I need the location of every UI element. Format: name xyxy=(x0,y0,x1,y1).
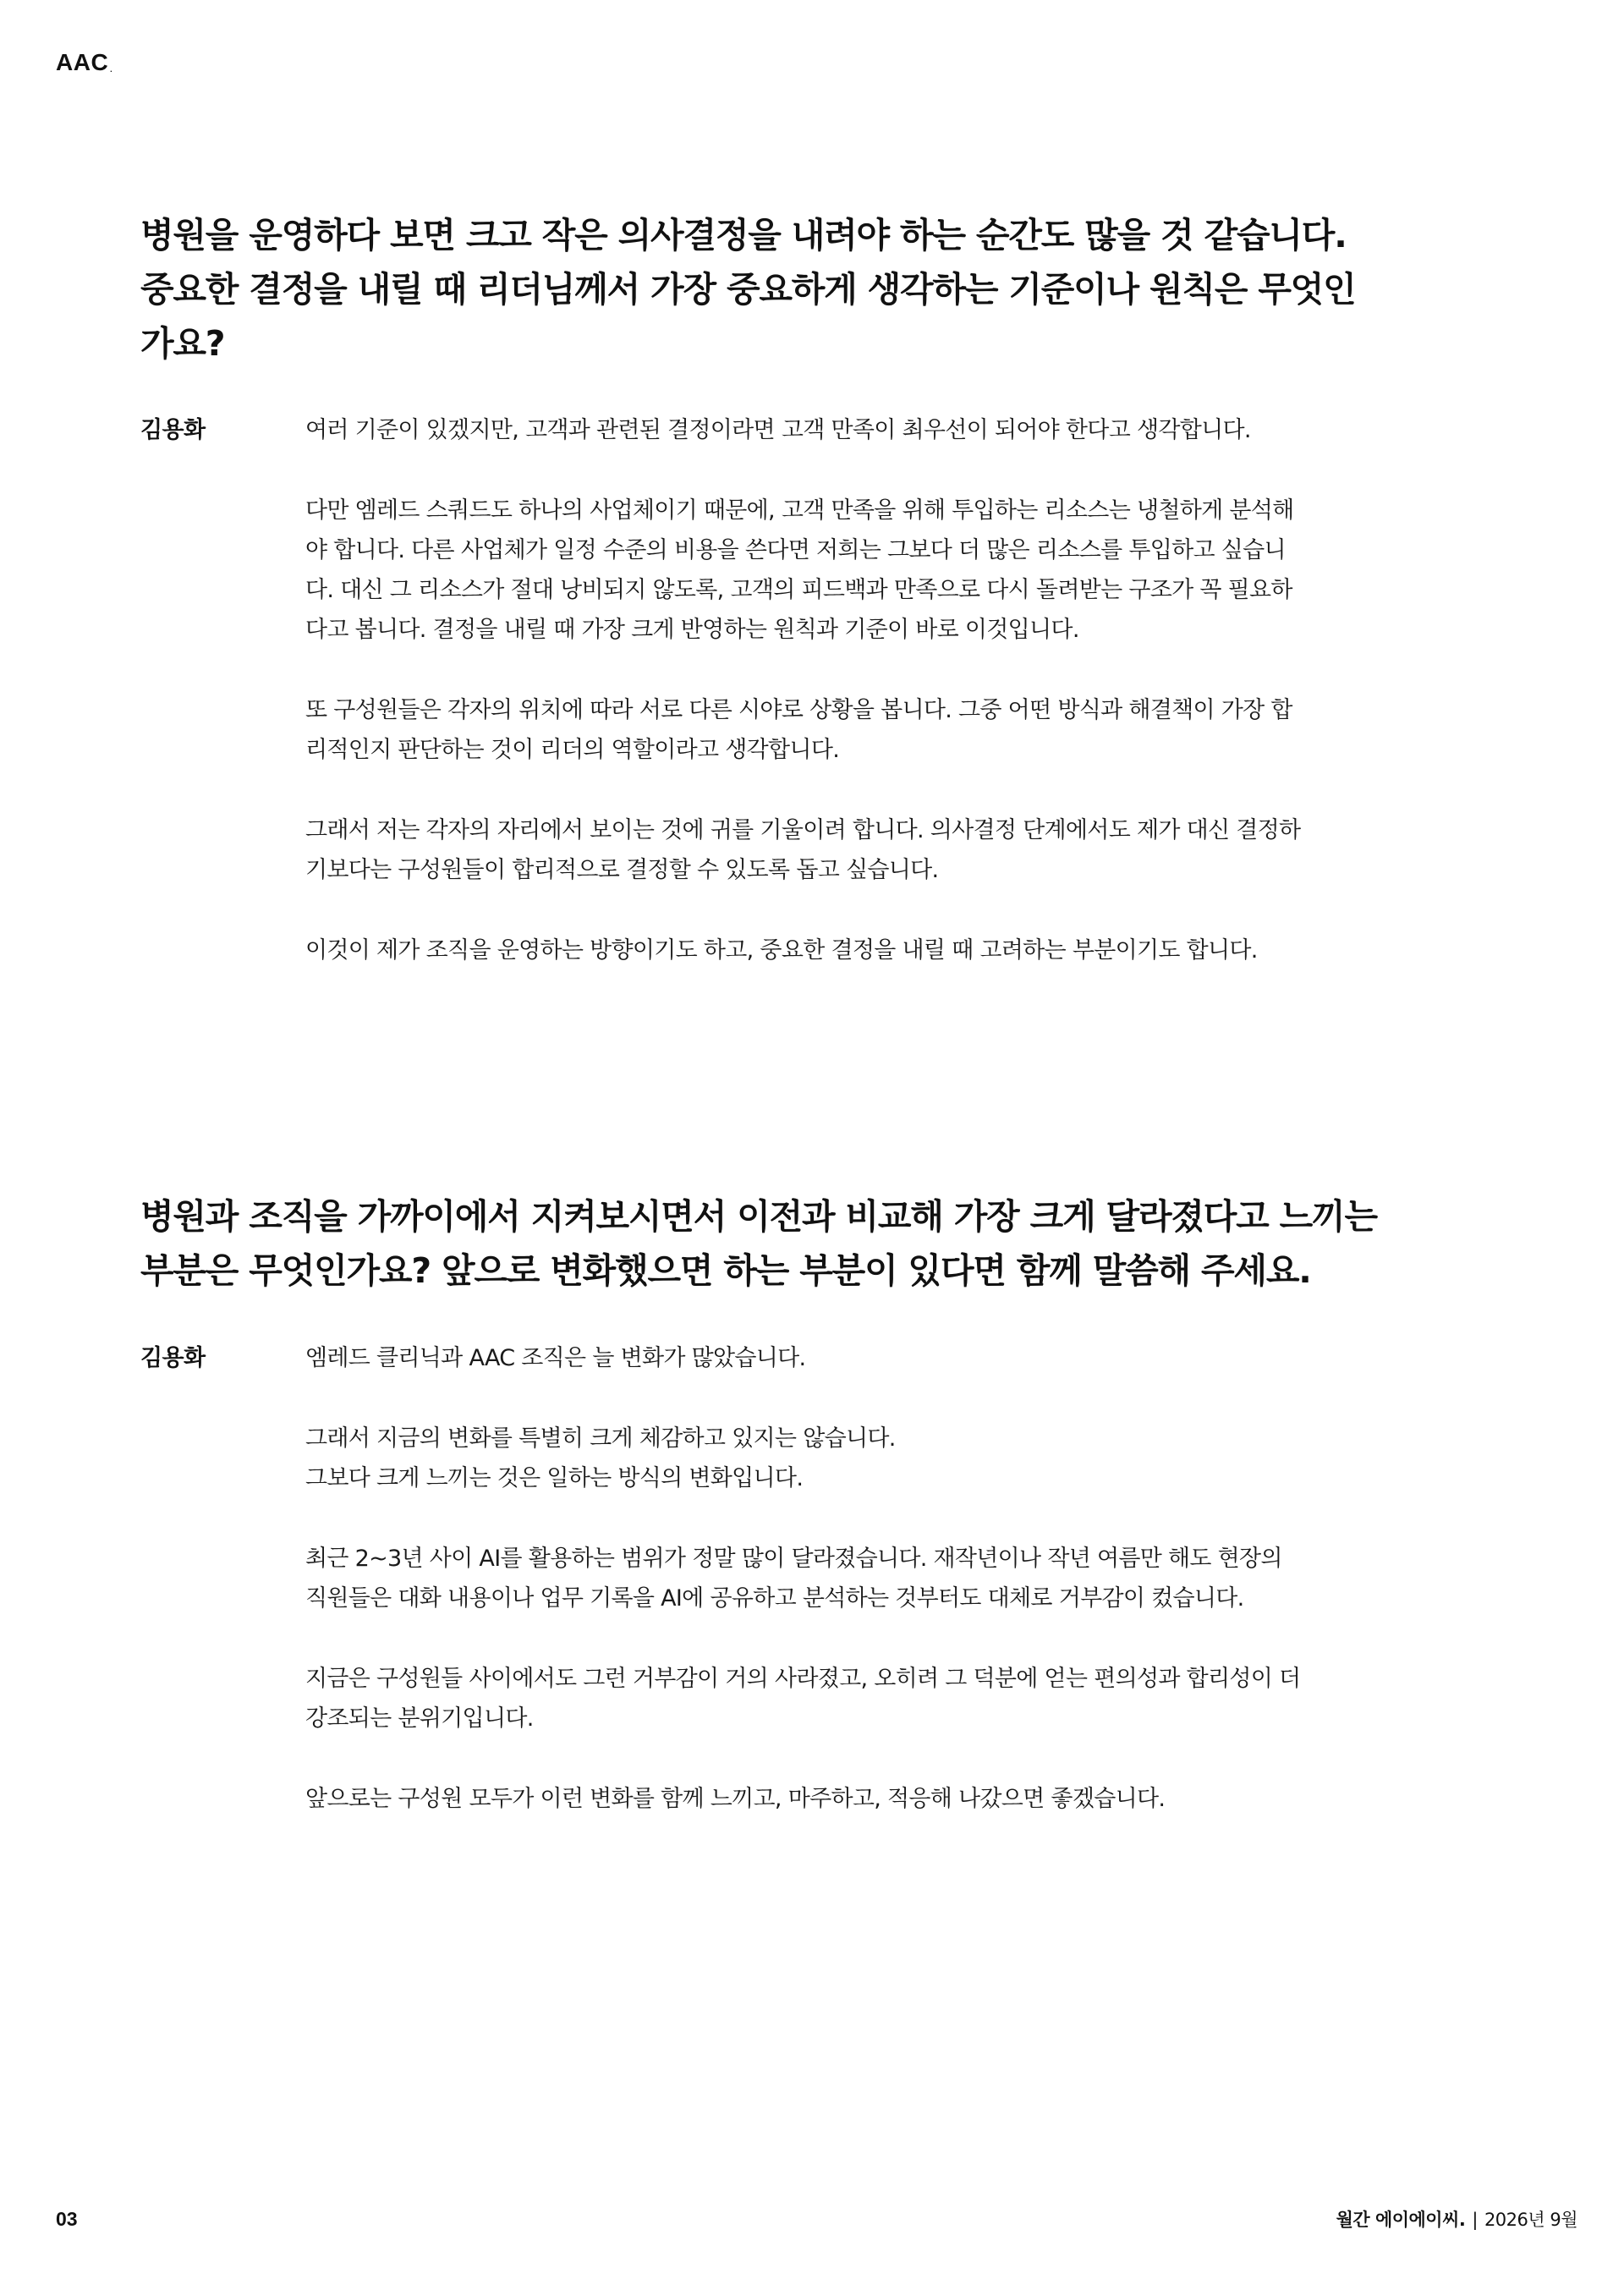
question-line: 가요? xyxy=(140,323,225,364)
text-line: 리적인지 판단하는 것이 리더의 역할이라고 생각합니다. xyxy=(305,737,840,763)
text-line: 강조되는 분위기입니다. xyxy=(305,1705,534,1732)
answer-paragraph xyxy=(305,690,1473,770)
question-line: 부분은 무엇인가요? 앞으로 변화했으면 하는 부분이 있다면 함께 말씀해 주세요. xyxy=(140,1250,1311,1291)
answer-block xyxy=(140,410,1578,970)
text-line: 최근 2~3년 사이 AI를 활용하는 범위가 정말 많이 달라졌습니다. 재작년이나 작년 여름만 해도 현장의 xyxy=(305,1546,1282,1572)
answer-paragraph xyxy=(305,1338,1473,1378)
page-number: 03 xyxy=(56,2208,78,2230)
answer-paragraph xyxy=(305,1419,1473,1498)
interview-section-2 xyxy=(140,1189,1578,1819)
logo-mark: . xyxy=(110,65,113,74)
text-line: 또 구성원들은 각자의 위치에 따라 서로 다른 시야로 상황을 봅니다. 그중 어떤 방식과 해결책이 가장 합 xyxy=(305,697,1292,723)
magazine-name: 월간 에이에이씨. xyxy=(1336,2210,1466,2230)
question-line: 중요한 결정을 내릴 때 리더님께서 가장 중요하게 생각하는 기준이나 원칙은 무엇인 xyxy=(140,269,1356,310)
question-heading xyxy=(140,208,1578,371)
text-line: 여러 기준이 있겠지만, 고객과 관련된 결정이라면 고객 만족이 최우선이 되어야 한다고 생각합니다. xyxy=(305,417,1251,443)
text-line: 그래서 지금의 변화를 특별히 크게 체감하고 있지는 않습니다. xyxy=(305,1425,896,1452)
text-line: 이것이 제가 조직을 운영하는 방향이기도 하고, 중요한 결정을 내릴 때 고려하는 부분이기도 합니다. xyxy=(305,937,1258,964)
footer-separator: | xyxy=(1472,2210,1478,2230)
answer-block xyxy=(140,1338,1578,1819)
answer-paragraph xyxy=(305,1659,1473,1738)
question-line: 병원을 운영하다 보면 크고 작은 의사결정을 내려야 하는 순간도 많을 것 같습니다. xyxy=(140,215,1347,255)
text-line: 야 합니다. 다른 사업체가 일정 수준의 비용을 쓴다면 저희는 그보다 더 많은 리소스를 투입하고 싶습니 xyxy=(305,537,1286,563)
answer-text xyxy=(305,1338,1473,1819)
text-line: 다고 봅니다. 결정을 내릴 때 가장 크게 반영하는 원칙과 기준이 바로 이것입니다. xyxy=(305,617,1079,643)
text-line: 그보다 크게 느끼는 것은 일하는 방식의 변화입니다. xyxy=(305,1465,804,1491)
publication-info xyxy=(1336,2206,1577,2232)
interview-section-1 xyxy=(140,208,1578,970)
brand-logo xyxy=(56,49,112,76)
question-line: 병원과 조직을 가까이에서 지켜보시면서 이전과 비교해 가장 크게 달라졌다고 느끼는 xyxy=(140,1196,1377,1237)
text-line: 지금은 구성원들 사이에서도 그런 거부감이 거의 사라졌고, 오히려 그 덕분에 얻는 편의성과 합리성이 더 xyxy=(305,1666,1301,1692)
answer-paragraph xyxy=(305,491,1473,650)
text-line: 그래서 저는 각자의 자리에서 보이는 것에 귀를 기울이려 합니다. 의사결정 단계에서도 제가 대신 결정하 xyxy=(305,817,1301,843)
text-line: 다만 엠레드 스쿼드도 하나의 사업체이기 때문에, 고객 만족을 위해 투입하는 리소스는 냉철하게 분석해 xyxy=(305,497,1294,524)
text-line: 기보다는 구성원들이 합리적으로 결정할 수 있도록 돕고 싶습니다. xyxy=(305,857,939,883)
answer-paragraph xyxy=(305,410,1473,450)
text-line: 직원들은 대화 내용이나 업무 기록을 AI에 공유하고 분석하는 것부터도 대체로 거부감이 컸습니다. xyxy=(305,1585,1244,1612)
answer-paragraph xyxy=(305,810,1473,890)
answer-text xyxy=(305,410,1473,970)
text-line: 다. 대신 그 리소스가 절대 낭비되지 않도록, 고객의 피드백과 만족으로 다시 돌려받는 구조가 꼭 필요하 xyxy=(305,577,1292,603)
answer-paragraph xyxy=(305,931,1473,970)
answer-paragraph xyxy=(305,1779,1473,1819)
answer-paragraph xyxy=(305,1539,1473,1618)
text-line: 앞으로는 구성원 모두가 이런 변화를 함께 느끼고, 마주하고, 적응해 나갔으면 좋겠습니다. xyxy=(305,1786,1166,1812)
speaker-name: 김용화 xyxy=(140,417,206,443)
issue-date: 2026년 9월 xyxy=(1484,2210,1577,2230)
logo-text: AAC xyxy=(56,49,109,75)
text-line: 엠레드 클리닉과 AAC 조직은 늘 변화가 많았습니다. xyxy=(305,1345,806,1371)
speaker-name: 김용화 xyxy=(140,1345,206,1371)
question-heading xyxy=(140,1189,1578,1298)
